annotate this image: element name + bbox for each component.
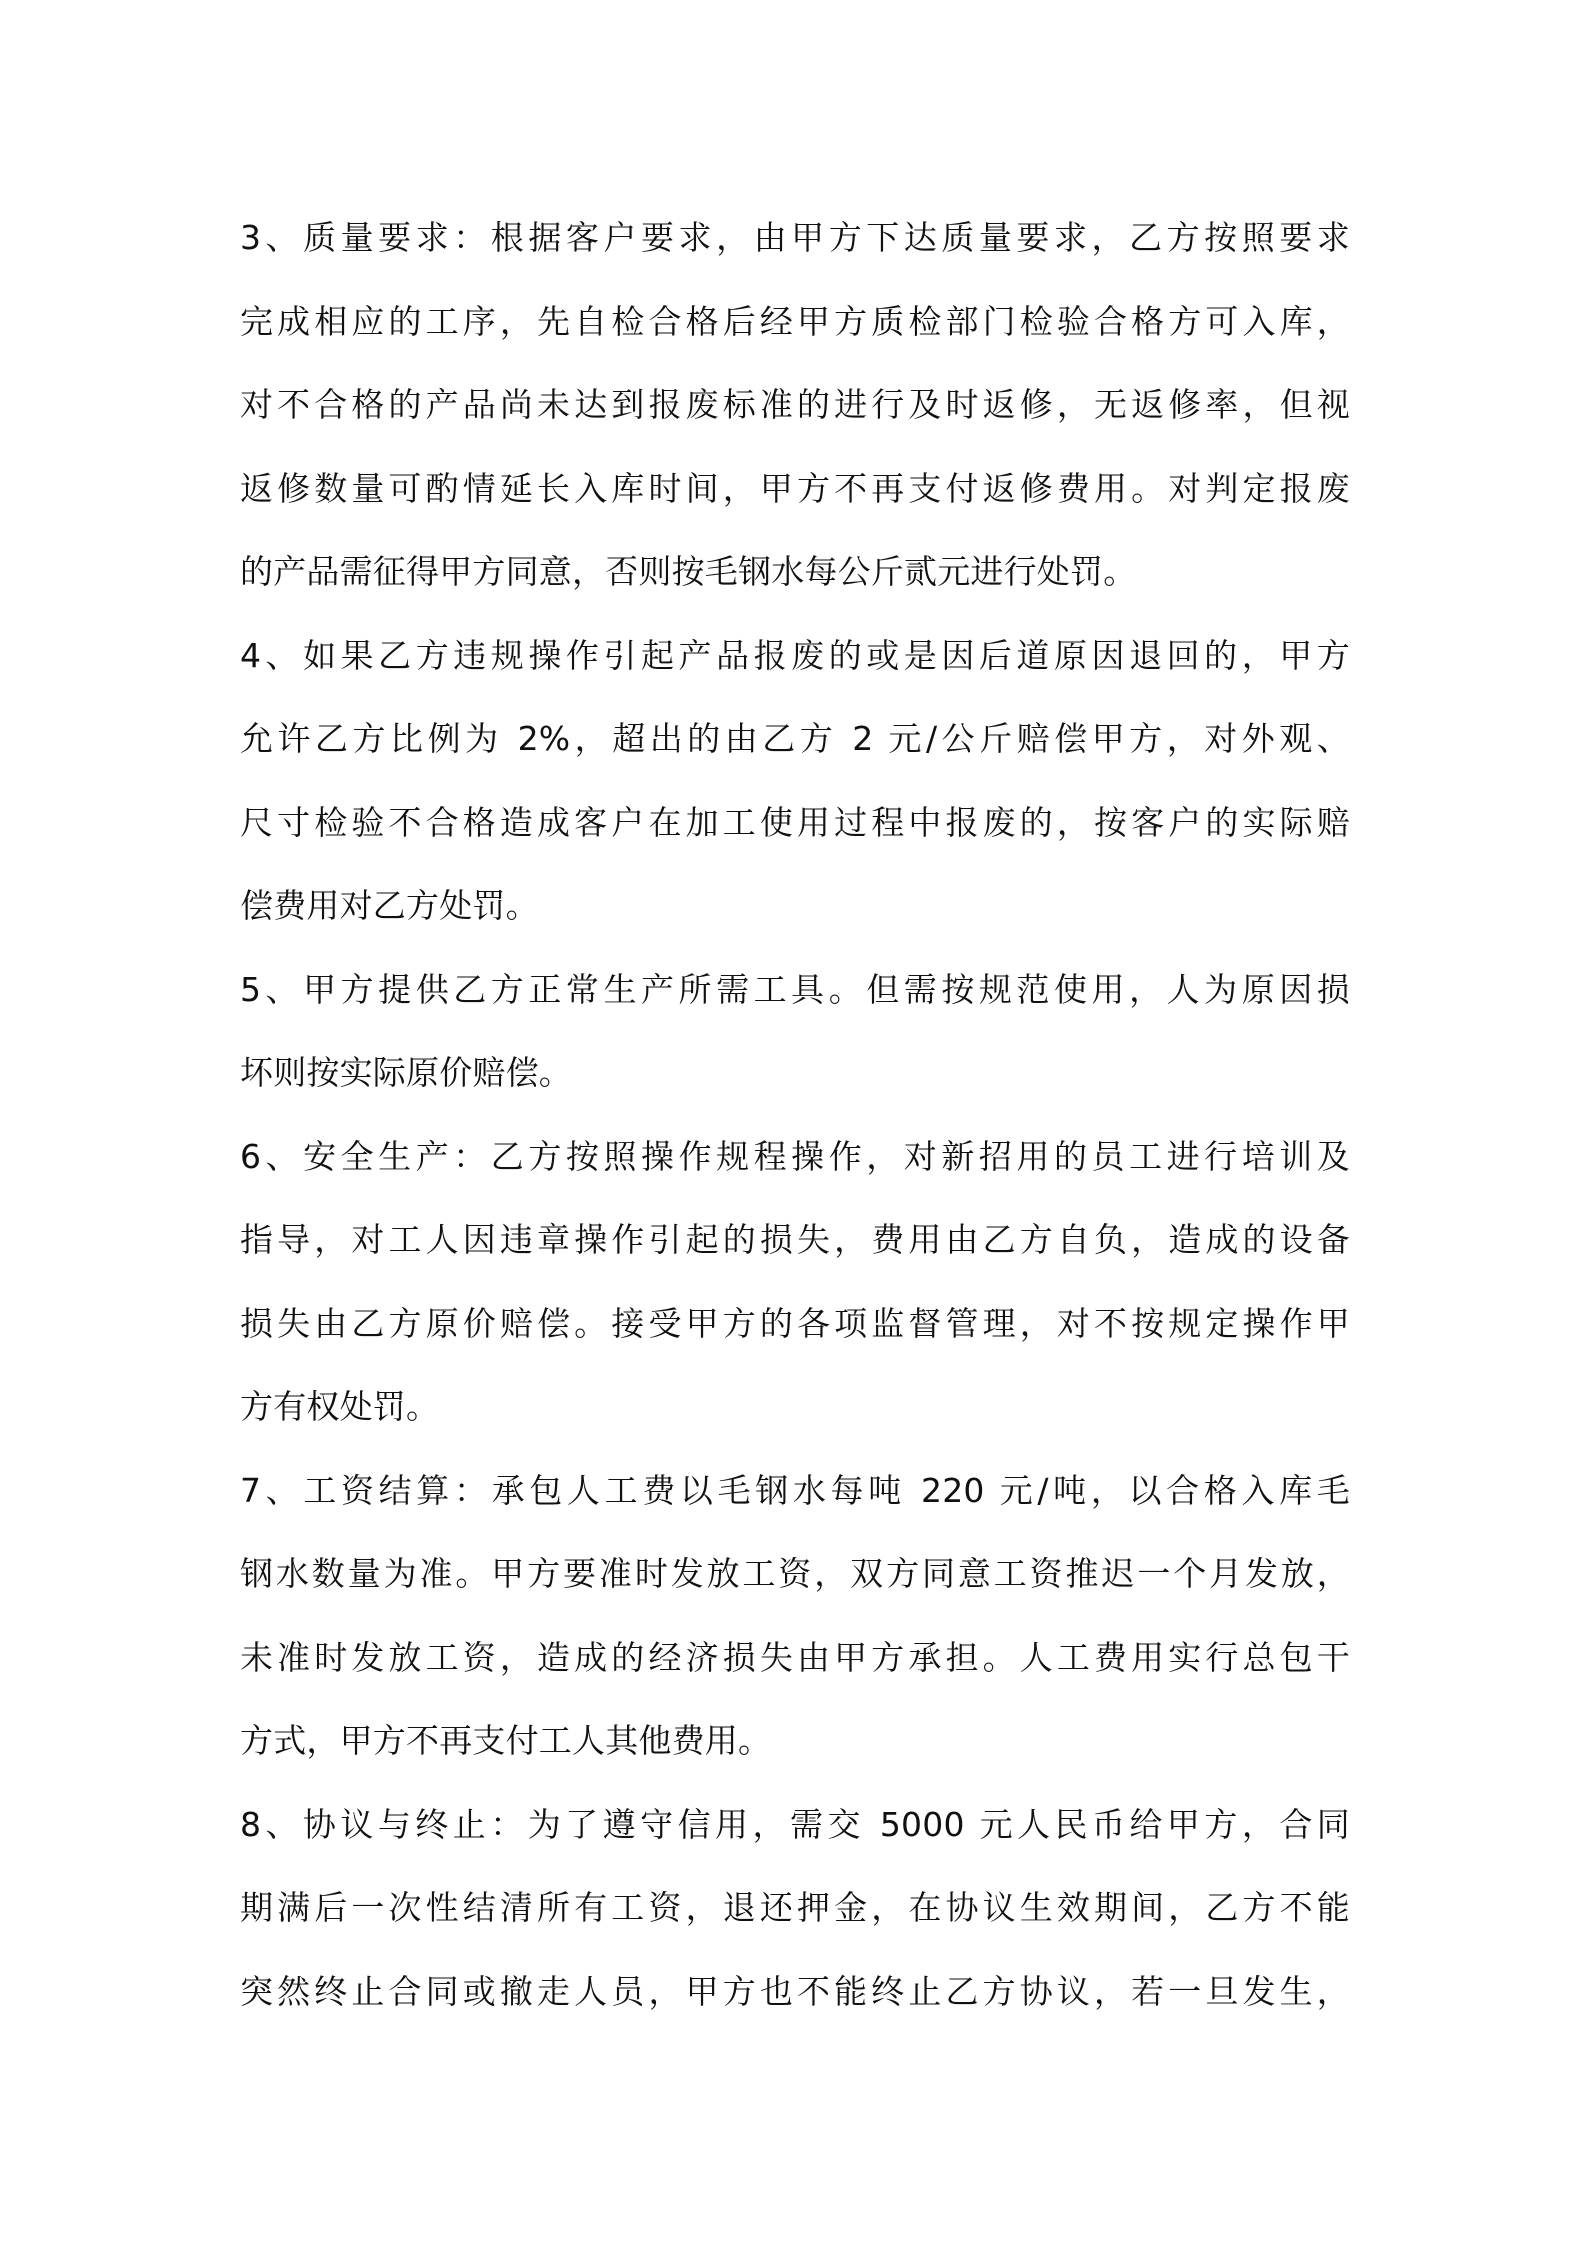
text-line: 损失由乙方原价赔偿。接受甲方的各项监督管理，对不按规定操作甲	[240, 1303, 1350, 1343]
text-line: 的产品需征得甲方同意，否则按毛钢水每公斤贰元进行处罚。	[240, 552, 1137, 591]
text-line: 指导，对工人因违章操作引起的损失，费用由乙方自负，造成的设备	[240, 1220, 1350, 1259]
text-line: 4、如果乙方违规操作引起产品报废的或是因后道原因退回的，甲方	[240, 635, 1350, 675]
text-line: 8、协议与终止：为了遵守信用，需交 5000 元人民币给甲方，合同	[240, 1804, 1350, 1844]
text-line: 突然终止合同或撤走人员，甲方也不能终止乙方协议，若一旦发生，	[240, 1971, 1350, 2011]
text-line: 完成相应的工序，先自检合格后经甲方质检部门检验合格方可入库，	[240, 301, 1350, 341]
text-line: 坏则按实际原价赔偿。	[240, 1053, 572, 1092]
text-line: 6、安全生产：乙方按照操作规程操作，对新招用的员工进行培训及	[240, 1136, 1350, 1176]
text-line: 偿费用对乙方处罚。	[240, 886, 539, 925]
text-line: 钢水数量为准。甲方要准时发放工资，双方同意工资推迟一个月发放，	[240, 1554, 1350, 1593]
text-line: 5、甲方提供乙方正常生产所需工具。但需按规范使用，人为原因损	[240, 969, 1350, 1009]
contract-text	[240, 196, 1350, 2033]
text-line: 7、工资结算：承包人工费以毛钢水每吨 220 元/吨，以合格入库毛	[240, 1470, 1350, 1510]
text-line: 对不合格的产品尚未达到报废标准的进行及时返修，无返修率，但视	[240, 385, 1350, 424]
text-line: 期满后一次性结清所有工资，退还押金，在协议生效期间，乙方不能	[240, 1888, 1350, 1927]
text-line: 返修数量可酌情延长入库时间，甲方不再支付返修费用。对判定报废	[240, 468, 1350, 508]
text-line: 未准时发放工资，造成的经济损失由甲方承担。人工费用实行总包干	[240, 1637, 1350, 1677]
text-line: 方式，甲方不再支付工人其他费用。	[240, 1721, 772, 1760]
text-line: 3、质量要求：根据客户要求，由甲方下达质量要求，乙方按照要求	[240, 218, 1350, 257]
text-line: 尺寸检验不合格造成客户在加工使用过程中报废的，按客户的实际赔	[240, 802, 1350, 842]
text-line: 方有权处罚。	[240, 1387, 440, 1426]
text-line: 允许乙方比例为 2%，超出的由乙方 2 元/公斤赔偿甲方，对外观、	[240, 719, 1350, 758]
